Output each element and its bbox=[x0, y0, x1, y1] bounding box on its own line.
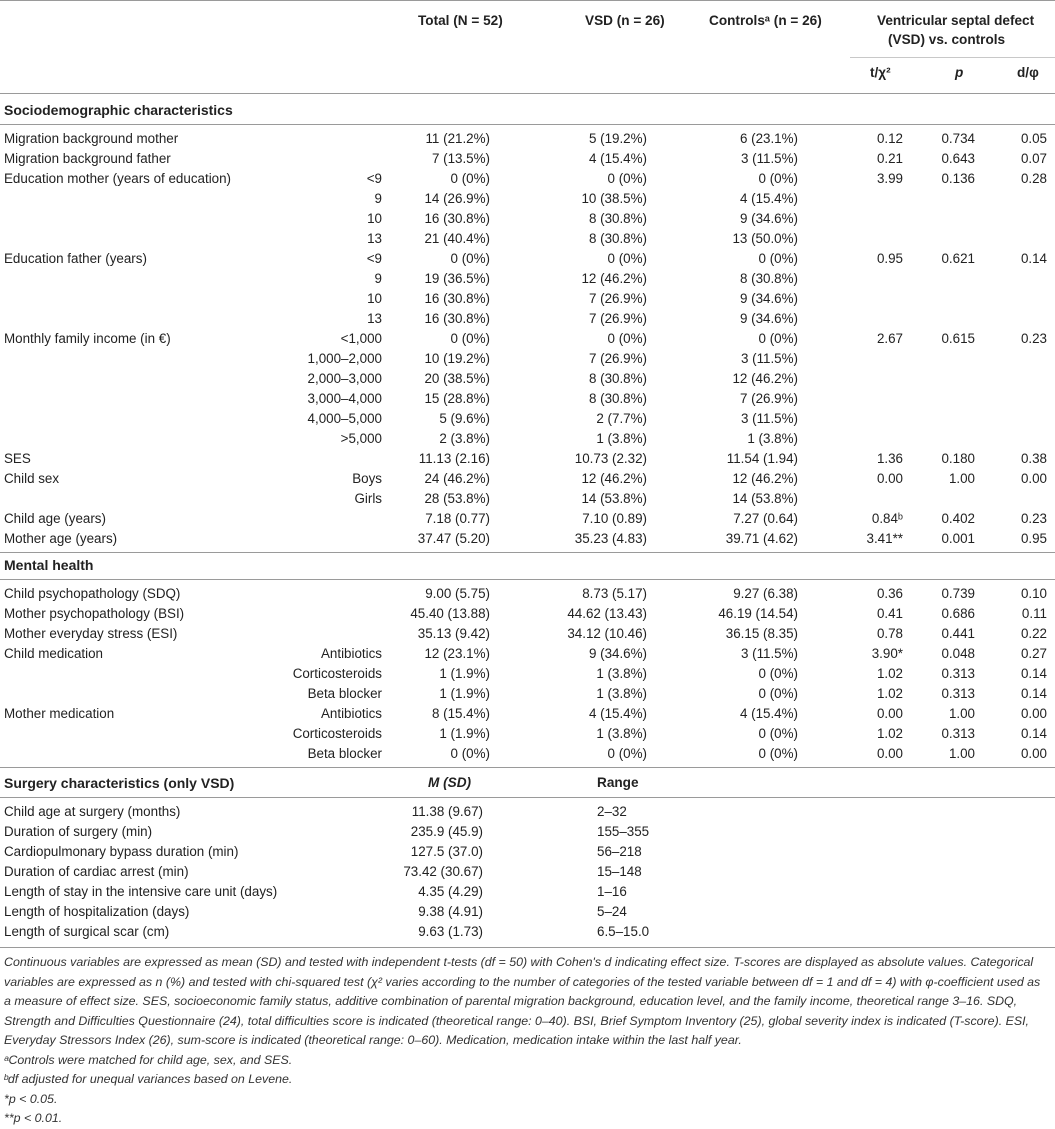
cell-controls: 14 (53.8%) bbox=[732, 491, 798, 506]
cell-stat: 1.02 bbox=[876, 666, 903, 681]
row-category: Antibiotics bbox=[320, 646, 382, 661]
cell-controls: 0 (0%) bbox=[758, 171, 798, 186]
cell-effect-size: 0.00 bbox=[1020, 746, 1047, 761]
cell-mean-sd: 73.42 (30.67) bbox=[403, 864, 483, 879]
cell-vsd: 35.23 (4.83) bbox=[574, 531, 647, 546]
cell-vsd: 0 (0%) bbox=[607, 171, 647, 186]
row-label: Cardiopulmonary bypass duration (min) bbox=[4, 844, 239, 859]
cell-p: 0.313 bbox=[941, 686, 975, 701]
cell-effect-size: 0.27 bbox=[1020, 646, 1047, 661]
top-rule bbox=[0, 0, 1055, 1]
header-total: Total (N = 52) bbox=[418, 13, 503, 28]
table-row bbox=[0, 149, 1055, 169]
section-surgery: Surgery characteristics (only VSD) bbox=[4, 775, 235, 791]
section-sociodemographic: Sociodemographic characteristics bbox=[4, 102, 233, 118]
cell-effect-size: 0.07 bbox=[1020, 151, 1047, 166]
cell-p: 0.621 bbox=[941, 251, 975, 266]
cell-total: 7 (13.5%) bbox=[431, 151, 490, 166]
cell-effect-size: 0.14 bbox=[1020, 726, 1047, 741]
cell-stat: 0.00 bbox=[876, 471, 903, 486]
row-category: 10 bbox=[367, 291, 382, 306]
cell-controls: 0 (0%) bbox=[758, 686, 798, 701]
table-row bbox=[0, 882, 1055, 902]
row-category: Corticosteroids bbox=[292, 726, 382, 741]
cell-total: 28 (53.8%) bbox=[424, 491, 490, 506]
cell-p: 0.686 bbox=[941, 606, 975, 621]
cell-stat: 2.67 bbox=[876, 331, 903, 346]
cell-controls: 0 (0%) bbox=[758, 746, 798, 761]
row-category: 10 bbox=[367, 211, 382, 226]
cell-p: 0.313 bbox=[941, 726, 975, 741]
row-category: 2,000–3,000 bbox=[307, 371, 382, 386]
cell-total: 10 (19.2%) bbox=[424, 351, 490, 366]
cell-total: 9.00 (5.75) bbox=[425, 586, 490, 601]
cell-vsd: 1 (3.8%) bbox=[596, 431, 647, 446]
footnote-a: ᵃControls were matched for child age, sex, and SES. bbox=[4, 1052, 293, 1067]
cell-effect-size: 0.28 bbox=[1020, 171, 1047, 186]
cell-p: 0.048 bbox=[941, 646, 975, 661]
cell-vsd: 8 (30.8%) bbox=[588, 371, 647, 386]
cell-total: 24 (46.2%) bbox=[424, 471, 490, 486]
row-category: Beta blocker bbox=[307, 686, 382, 701]
header-comparison-line2: (VSD) vs. controls bbox=[888, 32, 1006, 47]
cell-range: 56–218 bbox=[597, 844, 642, 859]
cell-effect-size: 0.14 bbox=[1020, 251, 1047, 266]
cell-total: 12 (23.1%) bbox=[424, 646, 490, 661]
row-category: >5,000 bbox=[340, 431, 382, 446]
row-category: 9 bbox=[374, 191, 382, 206]
cell-vsd: 2 (7.7%) bbox=[596, 411, 647, 426]
cell-vsd: 7.10 (0.89) bbox=[582, 511, 647, 526]
row-label: Duration of surgery (min) bbox=[4, 824, 153, 839]
table-bottom-rule bbox=[0, 947, 1055, 948]
cell-total: 45.40 (13.88) bbox=[410, 606, 490, 621]
table-row bbox=[0, 349, 1055, 369]
cell-total: 1 (1.9%) bbox=[439, 686, 490, 701]
row-label: Child age (years) bbox=[4, 511, 106, 526]
cell-controls: 3 (11.5%) bbox=[740, 151, 798, 166]
cell-p: 0.180 bbox=[941, 451, 975, 466]
cell-total: 0 (0%) bbox=[450, 331, 490, 346]
surgery-header-m bbox=[428, 775, 471, 790]
cell-effect-size: 0.11 bbox=[1021, 606, 1047, 621]
cell-mean-sd: 235.9 (45.9) bbox=[410, 824, 483, 839]
table-row bbox=[0, 684, 1055, 704]
cell-vsd: 7 (26.9%) bbox=[588, 311, 647, 326]
cell-vsd: 5 (19.2%) bbox=[588, 131, 647, 146]
cell-controls: 39.71 (4.62) bbox=[725, 531, 798, 546]
cell-range: 5–24 bbox=[597, 904, 627, 919]
table-row bbox=[0, 449, 1055, 469]
row-category: Antibiotics bbox=[320, 706, 382, 721]
cell-vsd: 8.73 (5.17) bbox=[582, 586, 647, 601]
cell-stat: 1.02 bbox=[876, 726, 903, 741]
cell-mean-sd: 9.63 (1.73) bbox=[418, 924, 483, 939]
cell-controls: 9.27 (6.38) bbox=[733, 586, 798, 601]
cell-mean-sd: 9.38 (4.91) bbox=[418, 904, 483, 919]
row-label: Mother medication bbox=[4, 706, 115, 721]
cell-vsd: 12 (46.2%) bbox=[581, 471, 647, 486]
cell-stat: 0.21 bbox=[876, 151, 903, 166]
row-category: Beta blocker bbox=[307, 746, 382, 761]
row-label: Education father (years) bbox=[4, 251, 147, 266]
cell-p: 1.00 bbox=[948, 471, 975, 486]
cell-total: 16 (30.8%) bbox=[424, 291, 490, 306]
cell-p: 1.00 bbox=[948, 706, 975, 721]
cell-effect-size: 0.22 bbox=[1020, 626, 1047, 641]
row-label: Migration background mother bbox=[4, 131, 179, 146]
row-category: 13 bbox=[367, 231, 382, 246]
table-row bbox=[0, 129, 1055, 149]
cell-total: 0 (0%) bbox=[450, 251, 490, 266]
table-row bbox=[0, 209, 1055, 229]
cell-controls: 1 (3.8%) bbox=[747, 431, 798, 446]
cell-effect-size: 0.95 bbox=[1020, 531, 1047, 546]
table-row bbox=[0, 229, 1055, 249]
section-rule bbox=[0, 797, 1055, 798]
surgery-header-m-text: M (SD) bbox=[428, 775, 472, 790]
cell-total: 20 (38.5%) bbox=[424, 371, 490, 386]
cell-p: 0.643 bbox=[941, 151, 975, 166]
cell-effect-size: 0.38 bbox=[1020, 451, 1047, 466]
row-category: <1,000 bbox=[340, 331, 382, 346]
table-row bbox=[0, 644, 1055, 664]
row-category: <9 bbox=[366, 171, 382, 186]
cell-vsd: 12 (46.2%) bbox=[581, 271, 647, 286]
cell-effect-size: 0.00 bbox=[1020, 706, 1047, 721]
cell-stat: 0.84ᵇ bbox=[871, 511, 903, 526]
cell-controls: 9 (34.6%) bbox=[739, 291, 798, 306]
cell-controls: 3 (11.5%) bbox=[740, 646, 798, 661]
cell-total: 2 (3.8%) bbox=[439, 431, 490, 446]
table-row bbox=[0, 169, 1055, 189]
table-row bbox=[0, 189, 1055, 209]
cell-vsd: 1 (3.8%) bbox=[596, 686, 647, 701]
cell-p: 0.001 bbox=[941, 531, 975, 546]
row-category: <9 bbox=[366, 251, 382, 266]
table-row bbox=[0, 389, 1055, 409]
row-label: Education mother (years of education) bbox=[4, 171, 232, 186]
cell-range: 155–355 bbox=[597, 824, 650, 839]
table-row bbox=[0, 802, 1055, 822]
cell-stat: 0.36 bbox=[876, 586, 903, 601]
row-label: Migration background father bbox=[4, 151, 171, 166]
cell-vsd: 1 (3.8%) bbox=[596, 666, 647, 681]
cell-vsd: 8 (30.8%) bbox=[588, 231, 647, 246]
cell-vsd: 1 (3.8%) bbox=[596, 726, 647, 741]
surgery-header-range: Range bbox=[597, 775, 639, 790]
table-row bbox=[0, 724, 1055, 744]
table-row bbox=[0, 469, 1055, 489]
table-row bbox=[0, 369, 1055, 389]
table-row bbox=[0, 249, 1055, 269]
row-label: Length of surgical scar (cm) bbox=[4, 924, 170, 939]
cell-controls: 0 (0%) bbox=[758, 331, 798, 346]
row-label: Child sex bbox=[4, 471, 60, 486]
cell-total: 11.13 (2.16) bbox=[418, 451, 490, 466]
cell-controls: 0 (0%) bbox=[758, 666, 798, 681]
cell-controls: 3 (11.5%) bbox=[740, 351, 798, 366]
row-category: Corticosteroids bbox=[292, 666, 382, 681]
cell-total: 37.47 (5.20) bbox=[417, 531, 490, 546]
cell-total: 0 (0%) bbox=[450, 171, 490, 186]
cell-total: 15 (28.8%) bbox=[424, 391, 490, 406]
header-stat: t/χ² bbox=[870, 65, 891, 80]
cell-vsd: 34.12 (10.46) bbox=[567, 626, 647, 641]
table-row bbox=[0, 664, 1055, 684]
cell-total: 14 (26.9%) bbox=[424, 191, 490, 206]
cell-vsd: 44.62 (13.43) bbox=[567, 606, 647, 621]
table-row bbox=[0, 922, 1055, 942]
table-row bbox=[0, 529, 1055, 549]
table-row bbox=[0, 289, 1055, 309]
header-controls: Controlsᵃ (n = 26) bbox=[709, 13, 822, 28]
cell-vsd: 4 (15.4%) bbox=[588, 151, 647, 166]
cell-controls: 12 (46.2%) bbox=[732, 371, 798, 386]
cell-effect-size: 0.23 bbox=[1020, 331, 1047, 346]
cell-stat: 0.78 bbox=[876, 626, 903, 641]
table-row bbox=[0, 309, 1055, 329]
cell-stat: 3.41** bbox=[866, 531, 903, 546]
cell-vsd: 0 (0%) bbox=[607, 746, 647, 761]
footnote-p01: **p < 0.01. bbox=[4, 1111, 63, 1125]
section-rule bbox=[0, 552, 1055, 553]
table-row bbox=[0, 584, 1055, 604]
table-row bbox=[0, 902, 1055, 922]
row-category: Girls bbox=[354, 491, 382, 506]
cell-vsd: 10 (38.5%) bbox=[581, 191, 647, 206]
cell-controls: 46.19 (14.54) bbox=[718, 606, 798, 621]
cell-stat: 3.90* bbox=[871, 646, 903, 661]
header-vsd: VSD (n = 26) bbox=[585, 13, 665, 28]
cell-total: 7.18 (0.77) bbox=[425, 511, 490, 526]
cell-p: 0.734 bbox=[941, 131, 975, 146]
cell-controls: 0 (0%) bbox=[758, 251, 798, 266]
cell-range: 1–16 bbox=[597, 884, 627, 899]
cell-stat: 0.41 bbox=[876, 606, 903, 621]
row-category: 9 bbox=[374, 271, 382, 286]
cell-total: 5 (9.6%) bbox=[439, 411, 490, 426]
table-row bbox=[0, 489, 1055, 509]
cell-total: 1 (1.9%) bbox=[439, 666, 490, 681]
cell-controls: 36.15 (8.35) bbox=[725, 626, 798, 641]
row-category: 1,000–2,000 bbox=[307, 351, 382, 366]
table-row bbox=[0, 862, 1055, 882]
cell-total: 8 (15.4%) bbox=[431, 706, 490, 721]
cell-controls: 11.54 (1.94) bbox=[726, 451, 798, 466]
cell-effect-size: 0.05 bbox=[1020, 131, 1047, 146]
cell-total: 1 (1.9%) bbox=[439, 726, 490, 741]
cell-p: 0.441 bbox=[941, 626, 975, 641]
row-label: Child age at surgery (months) bbox=[4, 804, 181, 819]
row-label: Duration of cardiac arrest (min) bbox=[4, 864, 189, 879]
table-row bbox=[0, 509, 1055, 529]
row-label: Child psychopathology (SDQ) bbox=[4, 586, 181, 601]
cell-controls: 6 (23.1%) bbox=[739, 131, 798, 146]
cell-controls: 4 (15.4%) bbox=[739, 191, 798, 206]
cell-stat: 0.00 bbox=[876, 746, 903, 761]
cell-range: 2–32 bbox=[597, 804, 627, 819]
cell-range: 6.5–15.0 bbox=[597, 924, 650, 939]
table-row bbox=[0, 744, 1055, 764]
header-comparison-line1: Ventricular septal defect bbox=[877, 13, 1035, 28]
cell-stat: 1.36 bbox=[876, 451, 903, 466]
cell-effect-size: 0.23 bbox=[1020, 511, 1047, 526]
header-d: d/φ bbox=[1017, 65, 1039, 80]
row-category: 3,000–4,000 bbox=[307, 391, 382, 406]
cell-effect-size: 0.14 bbox=[1020, 686, 1047, 701]
cell-p: 0.739 bbox=[941, 586, 975, 601]
cell-p: 1.00 bbox=[948, 746, 975, 761]
cell-total: 21 (40.4%) bbox=[424, 231, 490, 246]
table-row bbox=[0, 269, 1055, 289]
table-footnotes bbox=[4, 953, 1044, 1129]
cell-p: 0.313 bbox=[941, 666, 975, 681]
cell-total: 35.13 (9.42) bbox=[417, 626, 490, 641]
cell-stat: 0.95 bbox=[876, 251, 903, 266]
cell-controls: 0 (0%) bbox=[758, 726, 798, 741]
footnote-b: ᵇdf adjusted for unequal variances based on Levene. bbox=[4, 1072, 293, 1086]
table-row bbox=[0, 822, 1055, 842]
cell-controls: 7.27 (0.64) bbox=[733, 511, 798, 526]
row-label: Child medication bbox=[4, 646, 103, 661]
row-category: 4,000–5,000 bbox=[307, 411, 382, 426]
cell-vsd: 0 (0%) bbox=[607, 331, 647, 346]
cell-total: 0 (0%) bbox=[450, 746, 490, 761]
table-row bbox=[0, 604, 1055, 624]
cell-controls: 3 (11.5%) bbox=[740, 411, 798, 426]
header-bottom-rule bbox=[0, 93, 1055, 94]
table-row bbox=[0, 624, 1055, 644]
row-label: Length of hospitalization (days) bbox=[4, 904, 190, 919]
cell-stat: 0.00 bbox=[876, 706, 903, 721]
cell-total: 16 (30.8%) bbox=[424, 211, 490, 226]
section-mental-health: Mental health bbox=[4, 557, 94, 573]
cell-range: 15–148 bbox=[597, 864, 642, 879]
cell-effect-size: 0.00 bbox=[1020, 471, 1047, 486]
section-rule bbox=[0, 124, 1055, 125]
header-p: p bbox=[955, 65, 964, 80]
cell-vsd: 7 (26.9%) bbox=[588, 291, 647, 306]
cell-p: 0.402 bbox=[941, 511, 975, 526]
row-category: Boys bbox=[352, 471, 382, 486]
section-rule bbox=[0, 767, 1055, 768]
cell-p: 0.615 bbox=[941, 331, 975, 346]
cell-vsd: 9 (34.6%) bbox=[588, 646, 647, 661]
cell-controls: 9 (34.6%) bbox=[739, 311, 798, 326]
cell-total: 16 (30.8%) bbox=[424, 311, 490, 326]
row-label: Mother everyday stress (ESI) bbox=[4, 626, 178, 641]
row-label: Length of stay in the intensive care unit (days) bbox=[4, 884, 278, 899]
row-category: 13 bbox=[367, 311, 382, 326]
table-row bbox=[0, 842, 1055, 862]
cell-mean-sd: 11.38 (9.67) bbox=[411, 804, 483, 819]
table-row bbox=[0, 409, 1055, 429]
comparison-rule bbox=[850, 57, 1055, 58]
row-label: Monthly family income (in €) bbox=[4, 331, 171, 346]
cell-stat: 1.02 bbox=[876, 686, 903, 701]
table-row bbox=[0, 329, 1055, 349]
section-rule bbox=[0, 579, 1055, 580]
cell-vsd: 8 (30.8%) bbox=[588, 211, 647, 226]
row-label: Mother age (years) bbox=[4, 531, 118, 546]
cell-vsd: 4 (15.4%) bbox=[588, 706, 647, 721]
footnote-main: Continuous variables are expressed as mean (SD) and tested with independent t-tests (df = 50) with Cohen's d indicating effect size. T-scores are displayed as absolute values. Categorical variables are expressed as n (%) and tested with chi-squared test (χ² varies according to the number of categories of the tested variable between df = 1 and df = 4) with φ-coefficient used as a measure of effect size. SES, socioeconomic family status, additive combination of parental migration background, education level, and the family income, theoretical range 3–16. SDQ, Strength and Difficulties Questionnaire (24), total difficulties score is indicated (theoretical range: 0–40). BSI, Brief Symptom Inventory (25), global severity index is indicated (T-score). ESI, Everyday Stressors Index (26), sum-score is indicated (theoretical range: 0–60). Medication, medication intake within the last half year. bbox=[4, 955, 1041, 1047]
cell-vsd: 14 (53.8%) bbox=[581, 491, 647, 506]
cell-mean-sd: 4.35 (4.29) bbox=[418, 884, 483, 899]
cell-total: 11 (21.2%) bbox=[425, 131, 490, 146]
table-row bbox=[0, 429, 1055, 449]
cell-vsd: 7 (26.9%) bbox=[588, 351, 647, 366]
cell-stat: 3.99 bbox=[876, 171, 903, 186]
cell-controls: 4 (15.4%) bbox=[739, 706, 798, 721]
cell-controls: 9 (34.6%) bbox=[739, 211, 798, 226]
cell-total: 19 (36.5%) bbox=[424, 271, 490, 286]
cell-p: 0.136 bbox=[941, 171, 975, 186]
cell-effect-size: 0.14 bbox=[1020, 666, 1047, 681]
cell-controls: 7 (26.9%) bbox=[739, 391, 798, 406]
cell-stat: 0.12 bbox=[876, 131, 903, 146]
row-label: Mother psychopathology (BSI) bbox=[4, 606, 185, 621]
cell-vsd: 8 (30.8%) bbox=[588, 391, 647, 406]
cell-effect-size: 0.10 bbox=[1020, 586, 1047, 601]
row-label: SES bbox=[4, 451, 31, 466]
cell-mean-sd: 127.5 (37.0) bbox=[410, 844, 483, 859]
cell-vsd: 10.73 (2.32) bbox=[574, 451, 647, 466]
table-row bbox=[0, 704, 1055, 724]
cell-controls: 13 (50.0%) bbox=[732, 231, 798, 246]
footnote-p05: *p < 0.05. bbox=[4, 1091, 58, 1106]
cell-controls: 8 (30.8%) bbox=[739, 271, 798, 286]
cell-controls: 12 (46.2%) bbox=[732, 471, 798, 486]
cell-vsd: 0 (0%) bbox=[607, 251, 647, 266]
